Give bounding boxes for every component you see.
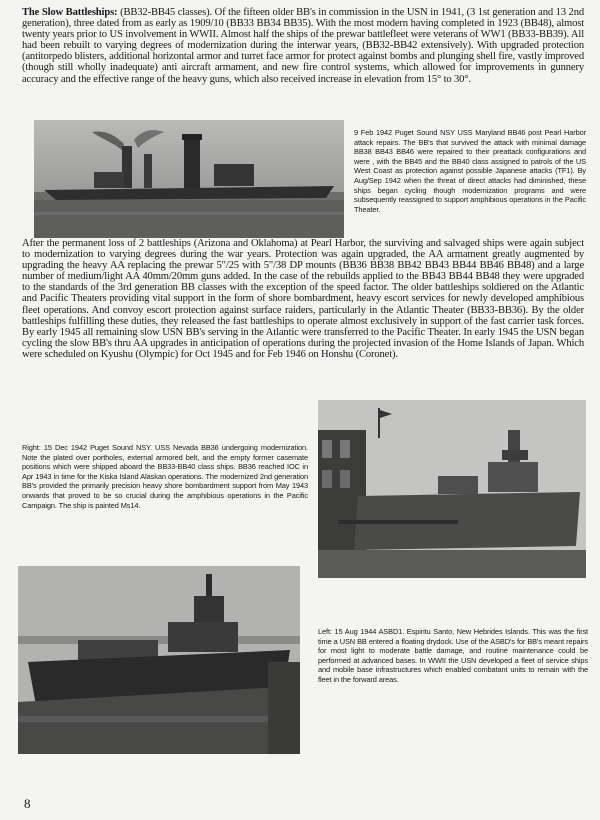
caption-floating-drydock: Left: 15 Aug 1944 ASBD1. Espiritu Santo, New Hebrides Islands. This was the first time a USN BB entered a floating drydock. Use of the ASBD's for BB's meant repairs for most light to moderate battle damage, and routine maintenance could be performed at advanced bases. In WWII the USN developed a fleet of service ships and mobile base infrastructures which enabled combatant units to remain with the fleet in the forward areas. xyxy=(318,627,588,684)
caption-uss-nevada: Right: 15 Dec 1942 Puget Sound NSY. USS Nevada BB36 undergoing modernization. Note the plated over portholes, external armored belt, and the empty former casemate positions which were shipped aboard the BB33-BB40 class ships. BB36 reached IOC in Apr 1943 in time for the Kiska Island Alaskan operations. The modernized 2nd generation BB's provided the primarily precision heavy shore bombardment support from May 1943 onwards that proved to be so crucial during the amphibious operations in the Pacific Campaign. The ship is painted Ms14. xyxy=(22,443,308,510)
caption-uss-maryland: 9 Feb 1942 Puget Sound NSY USS Maryland BB46 post Pearl Harbor attack repairs. The BB's that survived the attack with minimal damage BB38 BB43 BB46 were repaired to their preattack configurations and were , with the BB45 and the BB40 class assigned to patrols of the US West Coast as protection against possible Japanese attacks (TF1). By Aug/Sep 1942 when the threat of direct attacks had diminished, these ships began cycling though modernization programs and were subsequently reassigned to support amphibious operations in the Pacific Theater. xyxy=(354,128,586,214)
photo-uss-nevada xyxy=(318,400,586,578)
photo-uss-maryland xyxy=(34,120,344,238)
photo-floating-drydock xyxy=(18,566,300,754)
body-paragraph: After the permanent loss of 2 battleships (Arizona and Oklahoma) at Pearl Harbor, the surviving and salvaged ships were again subject to modernization to varying degrees during the war years. Protection was again upgraded, the AA armament greatly augmented by upgrading the heavy AA replacing the prewar 5"/25 with 5"/38 DP mounts (BB36 BB38 BB42 BB43 BB44 BB46 BB48) and a large number of medium/light AA 40mm/20mm guns added. In the case of the rebuilds applied to the BB43 BB44 BB48 they were upgraded to the standards of the 3rd generation BB classes with the exception of the speed factor. The older battleships soldiered on the Atlantic and Pacific Theaters providing vital support in the form of shore bombardment, heavy escort services for newly developed amphibious fleet operations. And convoy escort protection against surface raiders, particularly in the Atlantic Theater (BB33-BB36). By the older battleships fulfilling these duties, they released the fast battleships to operate almost exclusively in support of the fast carrier task forces. By early 1945 all remaining slow USN BB's serving in the Atlantic were transferred to the Pacific Theater. In early 1945 the USN began cycling the slow BB's thru AA upgrades in anticipation of operations during the projected invasion of the Home Islands of Japan. Which were scheduled on Kyushu (Olympic) for Oct 1945 and for Feb 1946 on Honshu (Coronet). xyxy=(22,238,584,360)
section-title: The Slow Battleships: xyxy=(22,7,118,18)
intro-paragraph xyxy=(22,7,584,85)
intro-text: (BB32-BB45 classes). Of the fifteen older BB's in commission in the USN in 1941, (3 1st generation and 13 2nd generation), three dated from as early as 1909/10 (BB33 BB34 BB35). With the most modern having completed in 1923 (BB48), almost twenty years prior to US involvement in WWII. Almost half the ships of the prewar battlefleet were veterans of WW1 (BB33-BB39). All had been rebuilt to varying degrees of modernization during the interwar years, (BB32-BB42 extensively). With upgraded protection (antitorpedo blisters, additional horizontal armor and turret face armor for protect against bombs and plunging shell fire, vastly improved (though still wholly inadequate) anti aircraft armament, and new fire control systems, which allowed for improvements in gunnery accuracy and the effective range of the heavy guns, which also received increase in elevation from 15° to 30°. xyxy=(22,7,584,85)
page-number: 8 xyxy=(24,796,31,811)
